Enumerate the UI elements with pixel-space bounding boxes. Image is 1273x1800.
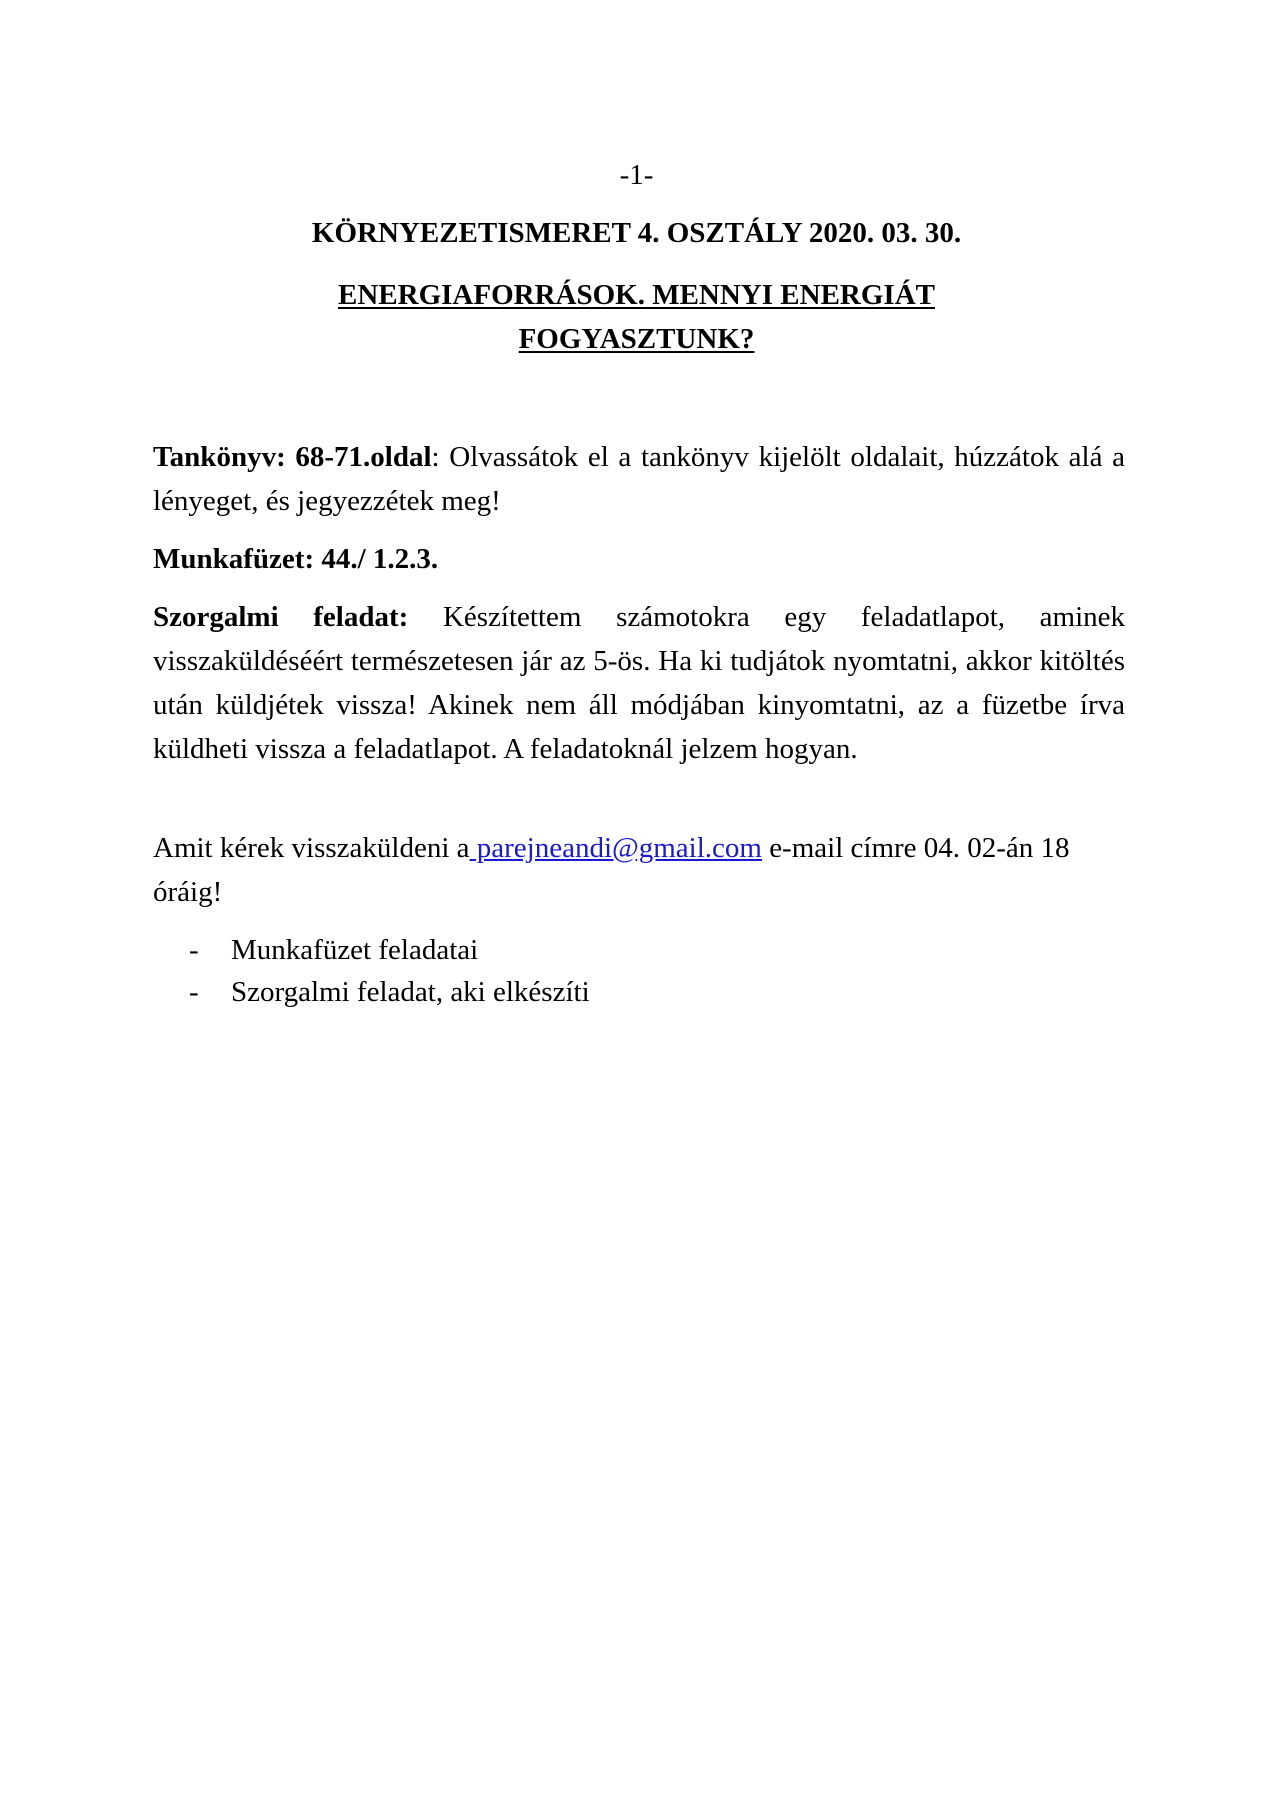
submission-prefix: Amit kérek visszaküldeni a	[153, 832, 470, 864]
workbook-label: Munkafüzet: 44./ 1.2.3.	[153, 543, 439, 575]
document-title: KÖRNYEZETISMERET 4. OSZTÁLY 2020. 03. 30.	[311, 217, 962, 249]
extra-task-label: Szorgalmi feladat:	[153, 601, 409, 633]
list-item-text: Szorgalmi feladat, aki elkészíti	[231, 976, 590, 1008]
submission-paragraph	[153, 826, 1125, 914]
workbook-paragraph	[153, 537, 1125, 581]
page-number: -1-	[619, 159, 654, 191]
list-dash: -	[189, 934, 199, 966]
textbook-text: : Olvassátok el a tankönyv kijelölt oldalait, húzzátok alá a lényeget, és jegyezzétek meg!	[153, 441, 1125, 517]
textbook-label: Tankönyv: 68-71.oldal	[153, 441, 432, 473]
submission-list	[189, 929, 590, 1013]
document-subtitle	[0, 273, 1273, 361]
textbook-paragraph	[153, 435, 1125, 523]
subtitle-line-2: FOGYASZTUNK?	[518, 323, 755, 355]
email-link[interactable]: parejneandi@gmail.com	[469, 832, 762, 864]
submission-suffix: e-mail címre 04. 02-án 18 óráig!	[153, 832, 1070, 908]
list-item	[189, 971, 590, 1013]
extra-task-paragraph	[153, 595, 1125, 771]
list-dash: -	[189, 976, 199, 1008]
list-item	[189, 929, 590, 971]
list-item-text: Munkafüzet feladatai	[231, 934, 479, 966]
subtitle-line-1: ENERGIAFORRÁSOK. MENNYI ENERGIÁT	[338, 279, 935, 311]
extra-task-text: Készítettem számotokra egy feladatlapot, aminek visszaküldéséért természetesen jár az 5-ös. Ha ki tudjátok nyomtatni, akkor kitöltés után küldjétek vissza! Akinek nem áll módjában kinyomtatni, az a füzetbe írva küldheti vissza a feladatlapot. A feladatoknál jelzem hogyan.	[153, 601, 1125, 765]
